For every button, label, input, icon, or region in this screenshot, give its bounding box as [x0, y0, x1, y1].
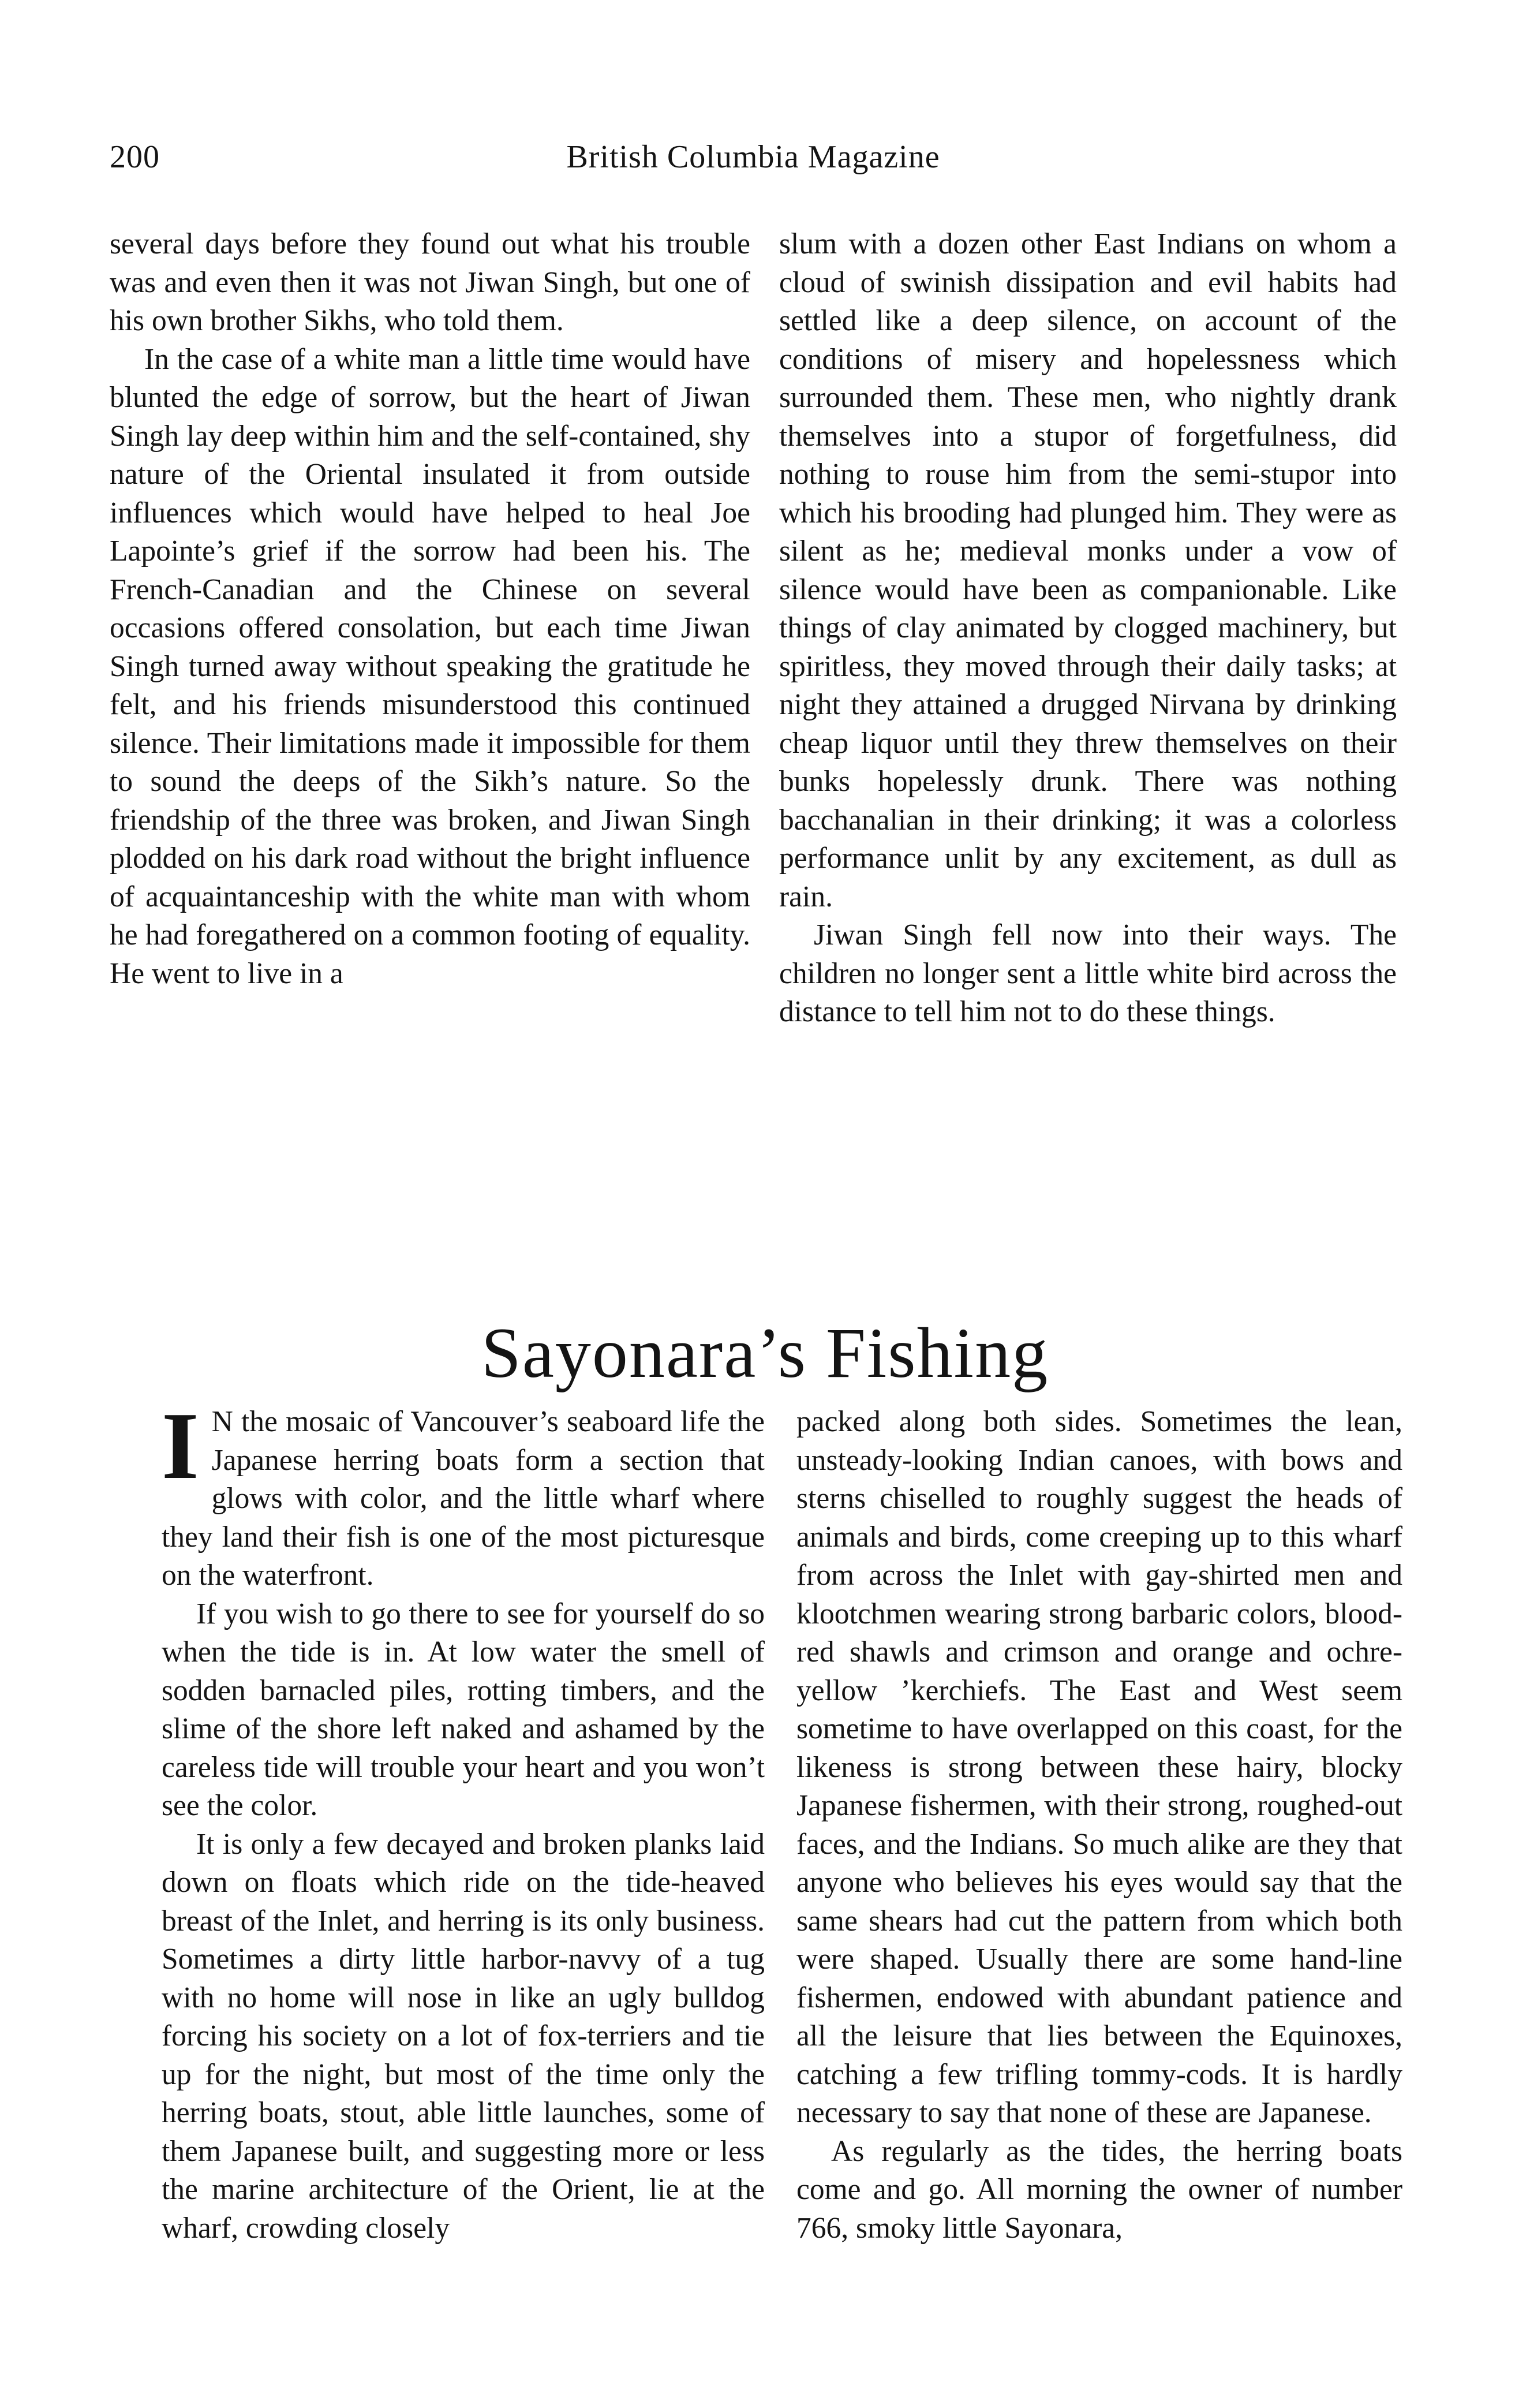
lead-text: N the mosaic of Vancouver’s seaboard life the Japanese herring boats form a section that glows with color, and the little wharf where they land their fish is one of the most picturesque on the waterfront. — [162, 1405, 765, 1592]
paragraph: Jiwan Singh fell now into their ways. The children no longer sent a little white bird across the distance to tell him not to do these things. — [779, 919, 1397, 1028]
paragraph: several days before they found out what his trouble was and even then it was not Jiwan Singh, but one of his own brother Sikhs, who told them. — [110, 227, 750, 337]
story-continuation-right-column — [779, 225, 1397, 1032]
article-right-column — [796, 1403, 1402, 2248]
paragraph: packed along both sides. Sometimes the lean, unsteady-looking Indian canoes, with bows and sterns chiselled to roughly suggest the heads of animals and birds, come creeping up to this wharf from across the Inlet with gay-shirted men and klootchmen wearing strong barbaric colors, blood-red shawls and crimson and orange and ochre-yellow ’kerchiefs. The East and West seem sometime to have overlapped on this coast, for the likeness is strong between these hairy, blocky Japanese fishermen, with their strong, roughed-out faces, and the Indians. So much alike are they that anyone who believes his eyes would say that the same shears had cut the pattern from which both were shaped. Usually there are some hand-line fishermen, endowed with abundant patience and all the leisure that lies between the Equinoxes, catching a few trifling tommy-cods. It is hardly necessary to say that none of these are Japanese. — [796, 1405, 1402, 2129]
lead-paragraph — [162, 1392, 765, 1595]
paragraph: In the case of a white man a little time would have blunted the edge of sorrow, but the heart of Jiwan Singh lay deep within him and the self-contained, shy nature of the Oriental insulated it from outside influences which would have helped to heal Joe Lapointe’s grief if the sorrow had been his. The French-Canadian and the Chinese on several occasions offered consolation, but each time Jiwan Singh turned away without speaking the gratitude he felt, and his friends misunderstood this continued silence. Their limitations made it impossible for them to sound the deeps of the Sikh’s nature. So the friendship of the three was broken, and Jiwan Singh plodded on his dark road without the bright influence of acquaintanceship with the white man with whom he had foregathered on a common footing of equality. He went to live in a — [110, 342, 750, 990]
page-header — [110, 139, 1397, 191]
paragraph: If you wish to go there to see for yourself do so when the tide is in. At low water the smell of sodden barnacled piles, rotting timbers, and the slime of the shore left naked and ashamed by the careless tide will trouble your heart and you won’t see the color. — [162, 1597, 765, 1822]
page-number: 200 — [110, 139, 160, 175]
paragraph: As regularly as the tides, the herring boats come and go. All morning the owner of number 766, smoky little Sayonara, — [796, 2134, 1402, 2245]
paragraph: slum with a dozen other East Indians on whom a cloud of swinish dissipation and evil habits had settled like a deep silence, on account of the conditions of misery and hopelessness which surrounded them. These men, who nightly drank themselves into a stupor of forgetfulness, did nothing to rouse him from the semi-stupor into which his brooding had plunged him. They were as silent as he; medieval monks under a vow of silence would have been as companionable. Like things of clay animated by clogged machinery, but spiritless, they moved through their daily tasks; at night they attained a drugged Nirvana by drinking cheap liquor until they threw themselves on their bunks hopelessly drunk. There was nothing bacchanalian in their drinking; it was a colorless performance unlit by any excitement, as dull as rain. — [779, 227, 1397, 913]
running-title: British Columbia Magazine — [566, 139, 940, 175]
article-title: Sayonara’s Fishing — [481, 1313, 1049, 1393]
drop-cap: I — [162, 1392, 199, 1499]
story-continuation-left-column — [110, 225, 750, 993]
paragraph: It is only a few decayed and broken planks laid down on floats which ride on the tide-heaved breast of the Inlet, and herring is its only business. Sometimes a dirty little harbor-navvy of a tug with no home will nose in like an ugly bulldog forcing his society on a lot of fox-terriers and tie up for the night, but most of the time only the herring boats, stout, able little launches, some of them Japanese built, and suggesting more or less the marine architecture of the Orient, lie at the wharf, crowding closely — [162, 1827, 765, 2245]
article-left-column — [162, 1392, 765, 2248]
